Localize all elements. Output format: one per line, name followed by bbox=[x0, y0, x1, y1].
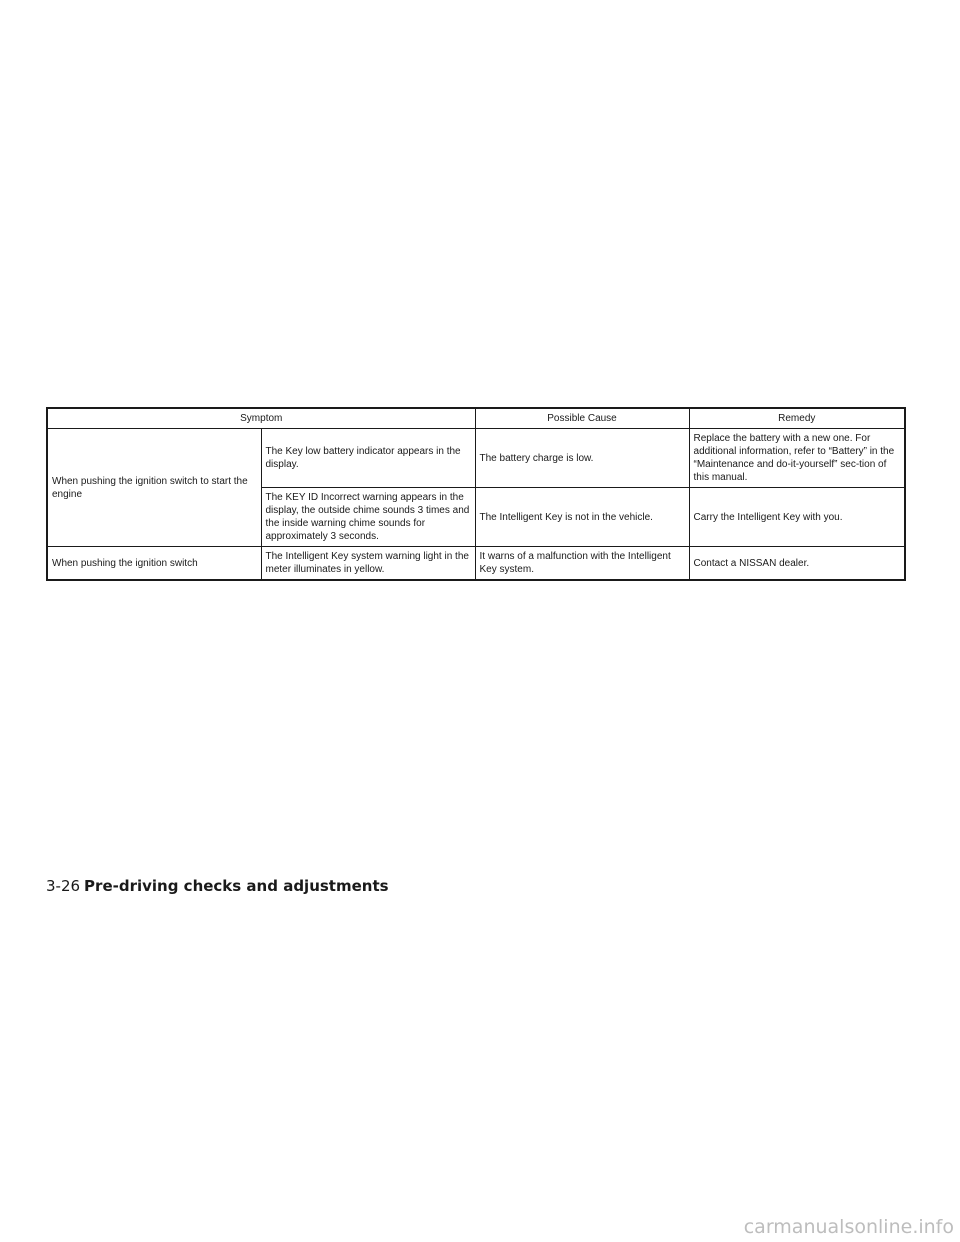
cause-cell: The Intelligent Key is not in the vehicle. bbox=[475, 488, 689, 547]
table-row bbox=[47, 547, 905, 581]
remedy-cell: Contact a NISSAN dealer. bbox=[689, 547, 905, 581]
remedy-cell: Carry the Intelligent Key with you. bbox=[689, 488, 905, 547]
watermark-link[interactable]: carmanualsonline.info bbox=[743, 1216, 954, 1238]
symptom-group-cell: When pushing the ignition switch bbox=[47, 547, 261, 581]
symptom-table bbox=[46, 407, 906, 581]
remedy-cell: Replace the battery with a new one. For additional information, refer to “Battery” in the “Maintenance and do-it-yourself” sec-tion of this manual. bbox=[689, 429, 905, 488]
symptom-cell: The KEY ID Incorrect warning appears in the display, the outside chime sounds 3 times and the inside warning chime sounds for approximately 3 seconds. bbox=[261, 488, 475, 547]
symptom-group-cell: When pushing the ignition switch to start the engine bbox=[47, 429, 261, 547]
symptom-cell: The Intelligent Key system warning light in the meter illuminates in yellow. bbox=[261, 547, 475, 581]
section-title: Pre-driving checks and adjustments bbox=[84, 877, 389, 895]
header-remedy: Remedy bbox=[689, 408, 905, 429]
table-row bbox=[47, 429, 905, 488]
table-header-row bbox=[47, 408, 905, 429]
page-footer bbox=[46, 876, 389, 897]
header-symptom: Symptom bbox=[47, 408, 475, 429]
cause-cell: The battery charge is low. bbox=[475, 429, 689, 488]
symptom-cell: The Key low battery indicator appears in the display. bbox=[261, 429, 475, 488]
page-number: 3-26 bbox=[46, 877, 81, 895]
cause-cell: It warns of a malfunction with the Intelligent Key system. bbox=[475, 547, 689, 581]
header-possible-cause: Possible Cause bbox=[475, 408, 689, 429]
